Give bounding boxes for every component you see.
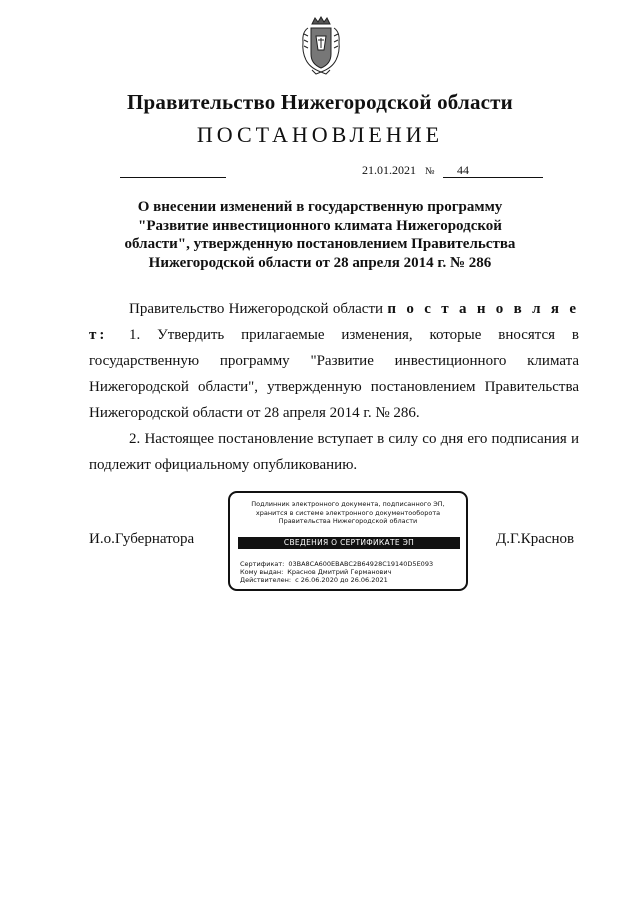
resolution-paragraph-2: 2. Настоящее постановление вступает в силу со дня его подписания и подлежит официальному опубликованию.: [89, 431, 579, 473]
stamp-row-label: Действителен:: [240, 576, 292, 584]
signatory-position: И.о.Губернатора: [89, 531, 195, 547]
document-date: 21.01.2021: [362, 163, 416, 177]
stamp-row-label: Кому выдан:: [240, 568, 284, 576]
nizhny-novgorod-coat-of-arms-icon: [298, 16, 344, 76]
government-name: Правительство Нижегородской области: [127, 90, 513, 114]
subject-line: "Развитие инвестиционного климата Нижегородской: [138, 217, 502, 234]
document-type: ПОСТАНОВЛЕНИЕ: [196, 122, 444, 147]
document-subject: [100, 198, 540, 272]
blank-date-line: [120, 177, 226, 178]
stamp-header-line: хранится в системе электронного документооборота: [255, 508, 441, 517]
subject-line: области", утвержденную постановлением Правительства: [124, 236, 516, 252]
resolution-paragraph-1: 1. Утвердить прилагаемые изменения, которые вносятся в государственную программу "Развитие инвестиционного климата Нижегородской области", утвержденную постановлением Правительства Нижегородской области от 28 апреля 2014 г. № 286.: [89, 327, 579, 421]
stamp-row-value: Краснов Дмитрий Германович: [287, 568, 392, 576]
stamp-header-line: Подлинник электронного документа, подписанного ЭП,: [251, 500, 445, 508]
subject-line: Нижегородской области от 28 апреля 2014 г. № 286: [148, 254, 492, 271]
number-sign: №: [425, 166, 435, 177]
stamp-row-value: с 26.06.2020 до 26.06.2021: [295, 576, 388, 584]
stamp-header-line: Правительства Нижегородской области: [278, 517, 418, 525]
intro-text: Правительство Нижегородской области: [129, 301, 384, 317]
document-number: 44: [457, 163, 469, 177]
stamp-certificate-bar: СВЕДЕНИЯ О СЕРТИФИКАТЕ ЭП: [238, 537, 460, 549]
document-number-field: [443, 163, 543, 178]
stamp-validity-row: [240, 576, 388, 584]
stamp-row-value: 03BA8CA600EBABC2B64928C19140D5E093: [288, 560, 434, 568]
stamp-issued-row: [240, 568, 391, 576]
stamp-row-label: Сертификат:: [240, 560, 285, 568]
electronic-signature-stamp: [228, 491, 468, 591]
subject-line: О внесении изменений в государственную программу: [137, 199, 503, 215]
signatory-name: Д.Г.Краснов: [496, 531, 575, 547]
stamp-header: [230, 500, 466, 526]
intro-decree-word: п о с т а н о в л я е т:: [89, 301, 579, 343]
stamp-certificate-row: [240, 560, 433, 568]
